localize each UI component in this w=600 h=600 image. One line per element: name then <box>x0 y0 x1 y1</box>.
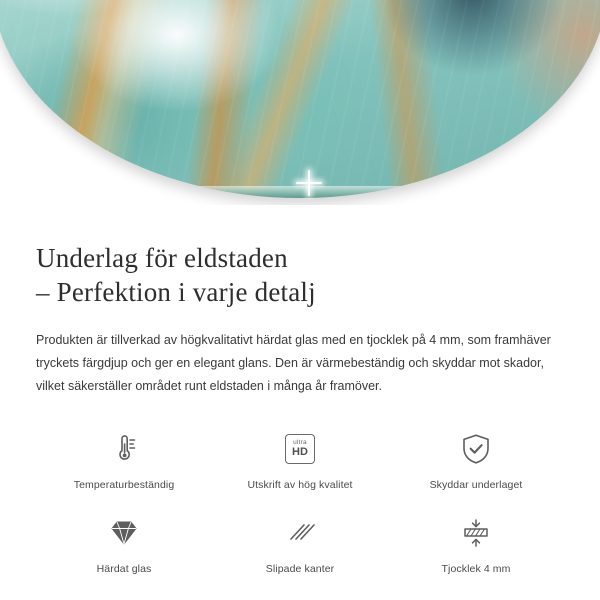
feature-item-tempered-glass <box>36 510 212 576</box>
feature-item-polished-edges <box>212 510 388 576</box>
glass-slab <box>0 0 600 198</box>
glass-edge <box>0 186 600 198</box>
feature-label: Skyddar underlaget <box>429 479 523 491</box>
feature-grid <box>36 426 564 576</box>
page-title-line-2: – Perfektion i varje detalj <box>36 277 316 307</box>
shield-check-icon <box>453 426 499 472</box>
feature-label: Härdat glas <box>96 563 152 575</box>
feature-item-print-quality <box>212 426 388 492</box>
ultra-hd-badge-bottom: HD <box>292 446 308 459</box>
feature-label: Utskrift av hög kvalitet <box>247 479 353 491</box>
feature-item-surface-protection <box>388 426 564 492</box>
polished-edges-icon <box>277 510 323 556</box>
ultra-hd-badge-top: ultra <box>293 438 307 446</box>
page-title <box>36 241 564 309</box>
feature-label: Slipade kanter <box>265 563 335 575</box>
page-title-line-1: Underlag för eldstaden <box>36 243 288 273</box>
thickness-arrows-icon <box>453 510 499 556</box>
marble-veins-overlay <box>0 0 600 198</box>
feature-item-thickness <box>388 510 564 576</box>
feature-item-temperature <box>36 426 212 492</box>
feature-label: Temperaturbeständig <box>73 479 175 491</box>
ultra-hd-icon <box>277 426 323 472</box>
diamond-icon <box>101 510 147 556</box>
thermometer-icon <box>101 426 147 472</box>
product-description: Produkten är tillverkad av högkvalitativt härdat glas med en tjocklek på 4 mm, som framhäver tryckets färgdjup och ger en elegant glans. Den är värmebeständig och skyddar mot skador, vilket säkerställer området runt eldstaden i många år framöver. <box>36 333 551 393</box>
hero-image <box>0 0 600 205</box>
feature-label: Tjocklek 4 mm <box>441 563 511 575</box>
